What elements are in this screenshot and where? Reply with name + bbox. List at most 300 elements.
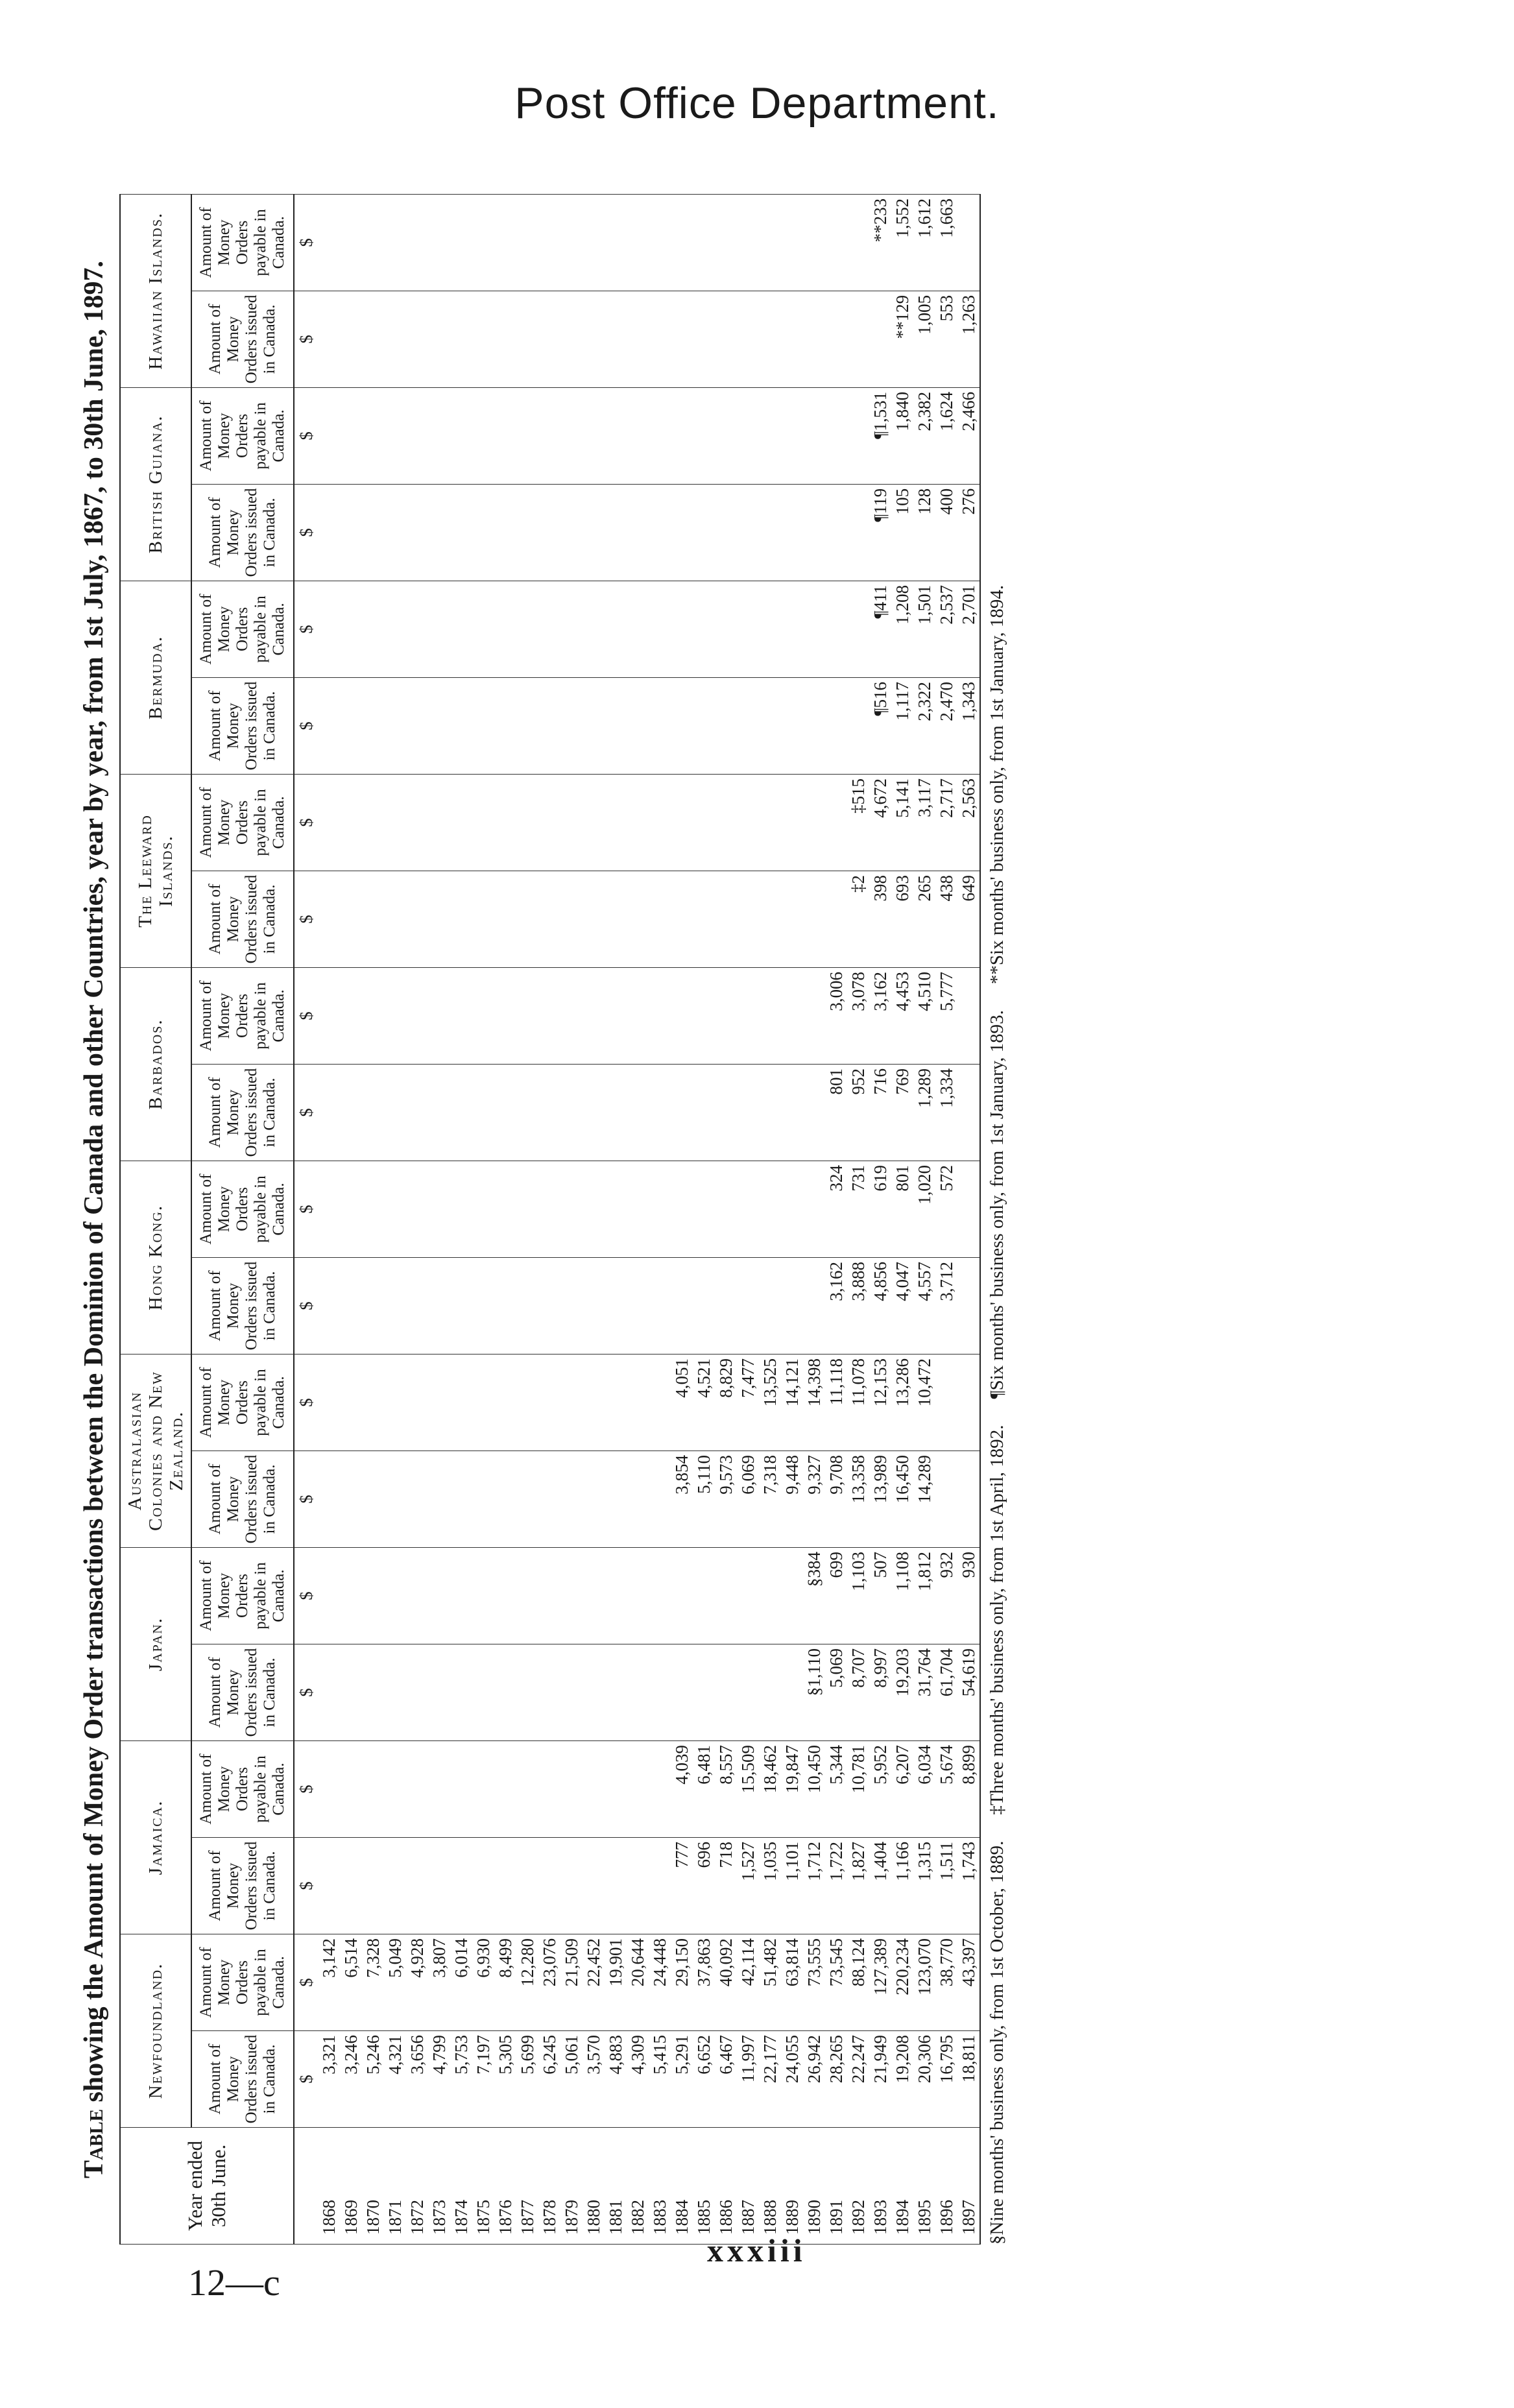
amount-cell: 276 xyxy=(957,484,980,581)
amount-cell: 5,415 xyxy=(649,2031,671,2128)
year-cell: 1890 xyxy=(803,2128,825,2245)
amount-cell: 7,328 xyxy=(362,1934,384,2030)
amount-cell xyxy=(847,484,869,581)
amount-cell: 930 xyxy=(957,1547,980,1644)
amount-cell xyxy=(428,1064,450,1161)
amount-cell xyxy=(318,871,340,967)
amount-cell: 3,246 xyxy=(340,2031,362,2128)
amount-cell: 3,321 xyxy=(318,2031,340,2128)
amount-cell xyxy=(759,1547,781,1644)
amount-cell xyxy=(781,291,803,387)
amount-cell xyxy=(428,387,450,484)
amount-cell xyxy=(649,291,671,387)
amount-cell: 18,462 xyxy=(759,1740,781,1837)
amount-cell xyxy=(560,677,583,774)
amount-cell xyxy=(715,967,737,1064)
amount-cell xyxy=(803,871,825,967)
amount-cell xyxy=(340,1740,362,1837)
amount-cell xyxy=(494,387,516,484)
currency-sign: $ xyxy=(294,2031,318,2128)
amount-cell xyxy=(671,1161,693,1257)
amount-cell xyxy=(781,1064,803,1161)
amount-cell xyxy=(627,677,649,774)
amount-cell xyxy=(627,387,649,484)
amount-cell xyxy=(715,1064,737,1161)
amount-cell xyxy=(472,194,494,291)
amount-cell xyxy=(627,194,649,291)
amount-cell: 3,078 xyxy=(847,967,869,1064)
amount-cell xyxy=(759,677,781,774)
amount-cell: 324 xyxy=(825,1161,847,1257)
amount-cell: 5,110 xyxy=(693,1451,715,1547)
amount-cell xyxy=(340,1354,362,1451)
amount-cell xyxy=(693,1257,715,1354)
amount-cell: 619 xyxy=(869,1161,891,1257)
amount-cell: 1,827 xyxy=(847,1837,869,1934)
footnotes xyxy=(986,195,1008,2245)
amount-cell: 20,644 xyxy=(627,1934,649,2030)
amount-cell xyxy=(516,677,538,774)
amount-cell: 6,069 xyxy=(737,1451,759,1547)
amount-cell xyxy=(428,871,450,967)
amount-cell: **129 xyxy=(891,291,913,387)
amount-cell: 1,263 xyxy=(957,291,980,387)
amount-cell xyxy=(671,871,693,967)
amount-cell: 6,514 xyxy=(340,1934,362,2030)
amount-cell xyxy=(428,1644,450,1740)
amount-cell: 718 xyxy=(715,1837,737,1934)
table-row xyxy=(803,194,825,2244)
amount-cell xyxy=(494,1547,516,1644)
amount-cell xyxy=(340,1644,362,1740)
amount-cell: 731 xyxy=(847,1161,869,1257)
amount-cell xyxy=(781,1547,803,1644)
amount-cell xyxy=(450,774,472,871)
amount-cell xyxy=(318,1257,340,1354)
amount-cell xyxy=(340,1837,362,1934)
amount-cell xyxy=(693,387,715,484)
amount-cell: 265 xyxy=(913,871,935,967)
amount-cell: 40,092 xyxy=(715,1934,737,2030)
table-row xyxy=(693,194,715,2244)
amount-cell xyxy=(935,1354,957,1451)
amount-cell xyxy=(627,1740,649,1837)
amount-cell xyxy=(428,581,450,677)
amount-cell xyxy=(428,484,450,581)
table-row xyxy=(737,194,759,2244)
amount-cell xyxy=(472,967,494,1064)
amount-cell: 1,334 xyxy=(935,1064,957,1161)
year-cell: 1882 xyxy=(627,2128,649,2245)
amount-cell: 7,477 xyxy=(737,1354,759,1451)
amount-cell: ¶119 xyxy=(869,484,891,581)
amount-cell xyxy=(472,1740,494,1837)
amount-cell xyxy=(957,1451,980,1547)
amount-cell xyxy=(693,581,715,677)
amount-cell xyxy=(560,774,583,871)
amount-cell: 1,840 xyxy=(891,387,913,484)
amount-cell xyxy=(671,1064,693,1161)
year-cell: 1886 xyxy=(715,2128,737,2245)
amount-cell xyxy=(450,484,472,581)
amount-cell: 6,652 xyxy=(693,2031,715,2128)
amount-cell: 553 xyxy=(935,291,957,387)
year-cell: 1876 xyxy=(494,2128,516,2245)
currency-sign: $ xyxy=(294,1547,318,1644)
amount-cell xyxy=(825,194,847,291)
amount-cell xyxy=(560,194,583,291)
year-cell: 1869 xyxy=(340,2128,362,2245)
amount-cell xyxy=(516,1644,538,1740)
amount-cell xyxy=(693,1644,715,1740)
payable-column-header: Amount of Money Orders payable in Canada. xyxy=(191,1547,294,1644)
amount-cell xyxy=(318,1451,340,1547)
amount-cell xyxy=(318,194,340,291)
amount-cell xyxy=(538,194,560,291)
amount-cell xyxy=(406,1547,428,1644)
amount-cell xyxy=(340,1257,362,1354)
amount-cell xyxy=(538,677,560,774)
amount-cell: 8,829 xyxy=(715,1354,737,1451)
amount-cell xyxy=(737,1064,759,1161)
amount-cell xyxy=(737,1257,759,1354)
amount-cell xyxy=(362,387,384,484)
amount-cell: 3,162 xyxy=(869,967,891,1064)
year-header: Year ended 30th June. xyxy=(120,2128,294,2245)
page-header: Post Office Department. xyxy=(514,78,1000,128)
year-cell: 1895 xyxy=(913,2128,935,2245)
amount-cell xyxy=(560,1451,583,1547)
amount-cell xyxy=(428,1740,450,1837)
year-cell: 1879 xyxy=(560,2128,583,2245)
amount-cell: 1,101 xyxy=(781,1837,803,1934)
amount-cell: 127,389 xyxy=(869,1934,891,2030)
amount-cell xyxy=(803,387,825,484)
amount-cell xyxy=(494,1644,516,1740)
amount-cell xyxy=(583,387,605,484)
amount-cell xyxy=(362,967,384,1064)
amount-cell xyxy=(340,291,362,387)
payable-column-header: Amount of Money Orders payable in Canada. xyxy=(191,1354,294,1451)
amount-cell: 5,344 xyxy=(825,1740,847,1837)
country-group-header: Jamaica. xyxy=(120,1740,191,1934)
amount-cell: 16,795 xyxy=(935,2031,957,2128)
amount-cell: 13,358 xyxy=(847,1451,869,1547)
amount-cell xyxy=(715,484,737,581)
amount-cell xyxy=(450,1644,472,1740)
amount-cell xyxy=(494,1257,516,1354)
amount-cell xyxy=(847,291,869,387)
amount-cell xyxy=(957,194,980,291)
amount-cell xyxy=(627,581,649,677)
amount-cell xyxy=(671,967,693,1064)
amount-cell: 5,305 xyxy=(494,2031,516,2128)
amount-cell xyxy=(671,1644,693,1740)
amount-cell: 38,770 xyxy=(935,1934,957,2030)
amount-cell xyxy=(472,677,494,774)
currency-row xyxy=(294,194,318,2244)
amount-cell xyxy=(340,967,362,1064)
amount-cell xyxy=(516,1547,538,1644)
amount-cell: 1,501 xyxy=(913,581,935,677)
amount-cell: 14,121 xyxy=(781,1354,803,1451)
amount-cell: 2,470 xyxy=(935,677,957,774)
table-row xyxy=(825,194,847,2244)
amount-cell xyxy=(494,1740,516,1837)
year-cell: 1874 xyxy=(450,2128,472,2245)
table-row xyxy=(583,194,605,2244)
amount-cell xyxy=(450,677,472,774)
amount-cell xyxy=(538,774,560,871)
amount-cell xyxy=(494,1354,516,1451)
amount-cell: 2,466 xyxy=(957,387,980,484)
amount-cell: 19,847 xyxy=(781,1740,803,1837)
amount-cell xyxy=(715,581,737,677)
amount-cell xyxy=(627,871,649,967)
amount-cell xyxy=(737,194,759,291)
country-group-header: The Leeward Islands. xyxy=(120,774,191,967)
amount-cell xyxy=(406,1161,428,1257)
amount-cell xyxy=(737,291,759,387)
amount-cell: 12,280 xyxy=(516,1934,538,2030)
amount-cell: 14,289 xyxy=(913,1451,935,1547)
amount-cell xyxy=(340,1547,362,1644)
amount-cell xyxy=(627,967,649,1064)
amount-cell xyxy=(428,291,450,387)
amount-cell xyxy=(803,967,825,1064)
amount-cell xyxy=(318,581,340,677)
currency-sign: $ xyxy=(294,871,318,967)
amount-cell xyxy=(627,291,649,387)
amount-cell xyxy=(825,484,847,581)
amount-cell xyxy=(516,1161,538,1257)
currency-sign: $ xyxy=(294,291,318,387)
amount-cell: 4,309 xyxy=(627,2031,649,2128)
country-group-header: Bermuda. xyxy=(120,581,191,774)
amount-cell xyxy=(715,1547,737,1644)
amount-cell xyxy=(560,581,583,677)
amount-cell xyxy=(605,1354,627,1451)
amount-cell: 3,142 xyxy=(318,1934,340,2030)
amount-cell xyxy=(516,1837,538,1934)
amount-cell xyxy=(318,291,340,387)
amount-cell xyxy=(362,1837,384,1934)
amount-cell xyxy=(516,291,538,387)
amount-cell xyxy=(384,581,406,677)
amount-cell xyxy=(649,1644,671,1740)
amount-cell xyxy=(935,1451,957,1547)
amount-cell xyxy=(693,1547,715,1644)
amount-cell xyxy=(472,484,494,581)
amount-cell xyxy=(560,1064,583,1161)
amount-cell: 22,247 xyxy=(847,2031,869,2128)
amount-cell xyxy=(516,1451,538,1547)
country-group-header: Newfoundland. xyxy=(120,1934,191,2127)
amount-cell: 2,563 xyxy=(957,774,980,871)
amount-cell xyxy=(737,1161,759,1257)
amount-cell: 572 xyxy=(935,1161,957,1257)
amount-cell: 4,856 xyxy=(869,1257,891,1354)
amount-cell xyxy=(472,1354,494,1451)
amount-cell: ¶516 xyxy=(869,677,891,774)
amount-cell xyxy=(450,194,472,291)
amount-cell xyxy=(384,387,406,484)
amount-cell xyxy=(627,1547,649,1644)
amount-cell xyxy=(693,967,715,1064)
amount-cell xyxy=(605,581,627,677)
amount-cell xyxy=(494,1451,516,1547)
amount-cell: 5,753 xyxy=(450,2031,472,2128)
amount-cell xyxy=(472,1451,494,1547)
amount-cell xyxy=(605,387,627,484)
currency-sign: $ xyxy=(294,1161,318,1257)
amount-cell xyxy=(450,871,472,967)
amount-cell xyxy=(715,387,737,484)
amount-cell xyxy=(428,194,450,291)
amount-cell xyxy=(560,1354,583,1451)
year-cell: 1878 xyxy=(538,2128,560,2245)
amount-cell xyxy=(428,1837,450,1934)
year-cell: 1872 xyxy=(406,2128,428,2245)
amount-cell: 649 xyxy=(957,871,980,967)
amount-cell: 7,197 xyxy=(472,2031,494,2128)
table-row xyxy=(715,194,737,2244)
amount-cell xyxy=(627,1064,649,1161)
amount-cell xyxy=(671,1547,693,1644)
amount-cell xyxy=(450,1837,472,1934)
amount-cell xyxy=(560,1547,583,1644)
amount-cell: 13,525 xyxy=(759,1354,781,1451)
amount-cell: 5,141 xyxy=(891,774,913,871)
amount-cell xyxy=(583,1451,605,1547)
amount-cell xyxy=(406,1837,428,1934)
amount-cell: 4,799 xyxy=(428,2031,450,2128)
amount-cell xyxy=(781,387,803,484)
amount-cell xyxy=(406,387,428,484)
issued-column-header: Amount of Money Orders issued in Canada. xyxy=(191,291,294,387)
amount-cell xyxy=(847,387,869,484)
amount-cell xyxy=(627,1354,649,1451)
amount-cell: 6,481 xyxy=(693,1740,715,1837)
amount-cell: 3,712 xyxy=(935,1257,957,1354)
amount-cell xyxy=(759,581,781,677)
amount-cell: 10,450 xyxy=(803,1740,825,1837)
amount-cell xyxy=(781,677,803,774)
amount-cell xyxy=(494,1837,516,1934)
amount-cell xyxy=(627,484,649,581)
amount-cell xyxy=(384,291,406,387)
amount-cell: 4,453 xyxy=(891,967,913,1064)
amount-cell: 24,055 xyxy=(781,2031,803,2128)
amount-cell xyxy=(538,1547,560,1644)
amount-cell xyxy=(472,387,494,484)
amount-cell xyxy=(781,1161,803,1257)
currency-sign: $ xyxy=(294,1837,318,1934)
amount-cell: 1,663 xyxy=(935,194,957,291)
amount-cell xyxy=(384,774,406,871)
currency-sign: $ xyxy=(294,1064,318,1161)
amount-cell xyxy=(759,194,781,291)
amount-cell xyxy=(671,1257,693,1354)
amount-cell xyxy=(516,774,538,871)
amount-cell xyxy=(538,1644,560,1740)
year-cell: 1871 xyxy=(384,2128,406,2245)
footnote: §Nine months' business only, from 1st October, 1889. xyxy=(987,1840,1007,2245)
amount-cell: 11,118 xyxy=(825,1354,847,1451)
amount-cell xyxy=(649,194,671,291)
amount-cell: 2,717 xyxy=(935,774,957,871)
year-cell: 1888 xyxy=(759,2128,781,2245)
amount-cell: 1,108 xyxy=(891,1547,913,1644)
year-cell: 1870 xyxy=(362,2128,384,2245)
amount-cell: 5,061 xyxy=(560,2031,583,2128)
amount-cell xyxy=(494,1064,516,1161)
amount-cell xyxy=(450,581,472,677)
amount-cell xyxy=(340,194,362,291)
amount-cell xyxy=(560,1161,583,1257)
amount-cell xyxy=(715,871,737,967)
amount-cell: 13,989 xyxy=(869,1451,891,1547)
table-row xyxy=(627,194,649,2244)
amount-cell xyxy=(957,967,980,1064)
issued-column-header: Amount of Money Orders issued in Canada. xyxy=(191,1257,294,1354)
amount-cell xyxy=(406,1740,428,1837)
amount-cell xyxy=(825,871,847,967)
amount-cell xyxy=(759,1064,781,1161)
amount-cell xyxy=(384,1837,406,1934)
amount-cell xyxy=(737,967,759,1064)
amount-cell: 9,327 xyxy=(803,1451,825,1547)
amount-cell xyxy=(649,1837,671,1934)
amount-cell xyxy=(428,774,450,871)
amount-cell xyxy=(560,967,583,1064)
amount-cell: 20,306 xyxy=(913,2031,935,2128)
amount-cell xyxy=(340,1064,362,1161)
amount-cell xyxy=(781,1257,803,1354)
payable-column-header: Amount of Money Orders payable in Canada. xyxy=(191,194,294,291)
amount-cell xyxy=(560,1644,583,1740)
amount-cell: 1,020 xyxy=(913,1161,935,1257)
amount-cell xyxy=(340,581,362,677)
amount-cell: 18,811 xyxy=(957,2031,980,2128)
year-cell: 1881 xyxy=(605,2128,627,2245)
amount-cell xyxy=(406,967,428,1064)
year-cell: 1891 xyxy=(825,2128,847,2245)
amount-cell: 4,521 xyxy=(693,1354,715,1451)
amount-cell: 19,901 xyxy=(605,1934,627,2030)
amount-cell xyxy=(781,581,803,677)
amount-cell xyxy=(406,774,428,871)
amount-cell xyxy=(450,1161,472,1257)
amount-cell xyxy=(605,1451,627,1547)
amount-cell: 24,448 xyxy=(649,1934,671,2030)
table-row xyxy=(935,194,957,2244)
amount-cell xyxy=(649,677,671,774)
amount-cell: 1,315 xyxy=(913,1837,935,1934)
amount-cell xyxy=(605,774,627,871)
footnote: ‡Three months' business only, from 1st April, 1892. xyxy=(987,1425,1007,1815)
amount-cell: 3,854 xyxy=(671,1451,693,1547)
amount-cell: 801 xyxy=(891,1161,913,1257)
amount-cell xyxy=(715,1644,737,1740)
table-row xyxy=(494,194,516,2244)
amount-cell xyxy=(428,677,450,774)
payable-column-header: Amount of Money Orders payable in Canada. xyxy=(191,774,294,871)
amount-cell: 1,511 xyxy=(935,1837,957,1934)
amount-cell: 1,166 xyxy=(891,1837,913,1934)
amount-cell xyxy=(318,1644,340,1740)
currency-sign: $ xyxy=(294,1451,318,1547)
